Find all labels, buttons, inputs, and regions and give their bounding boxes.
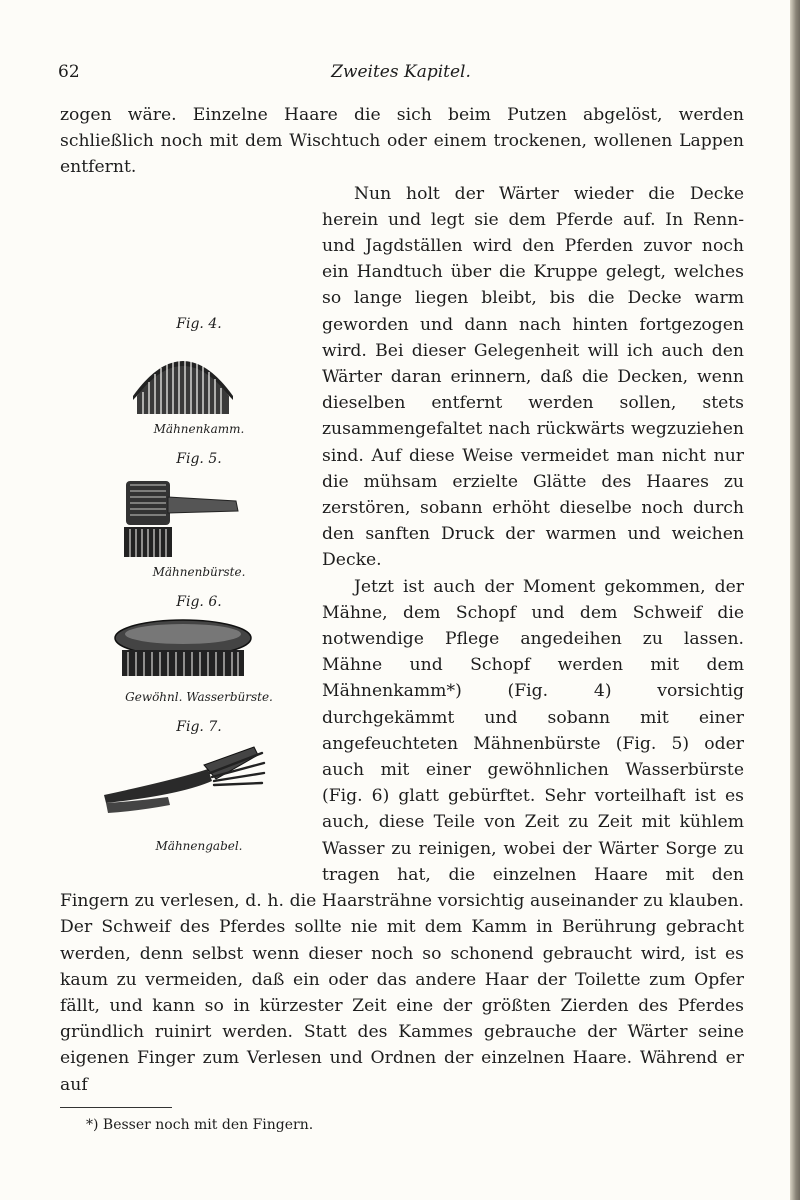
- figure-6-label: Fig. 6.: [176, 593, 222, 610]
- figure-4-caption: Mähnenkamm.: [153, 421, 245, 436]
- paragraph-1: zogen wäre. Einzelne Haare die sich beim Putzen abgelöst, werden schließlich noch mit dem Wischtuch oder einem trockenen, wollenen Lappen entfernt.: [60, 105, 744, 178]
- figure-7: [60, 718, 306, 855]
- page-edge-shadow: [790, 0, 800, 1200]
- paragraph-3: Jetzt ist auch der Moment gekommen, der Mähne, dem Schopf und dem Schweif die notwendige Pflege angedeihen zu lassen. Mähne und Schopf werden mit dem Mähnenkamm*) (Fig. 4) vorsichtig durchgekämmt und sobann mit einer angefeuchteten Mähnenbürste (Fig. 5) oder auch mit einer gewöhnlichen Wasserbürste (Fig. 6) glatt gebürftet. Sehr vorteilhaft ist es auch, diese Teile von Zeit zu Zeit mit kühlem Wasser zu reinigen, wobei der Wärter Sorge zu tragen hat, die einzelnen Haare mit den Fingern zu verlesen, d. h. die Haarsträhne vorsichtig auseinander zu klauben. Der Schweif des Pferdes sollte nie mit dem Kamm in Berührung gebracht werden, denn selbst wenn dieser noch so schonend gebraucht wird, ist es kaum zu vermeiden, daß ein oder das andere Haar der Toilette zum Opfer fällt, und kann so in kürzester Zeit eine der größten Zierden des Pferdes gründlich ruinirt werden. Statt des Kammes gebrauche der Wärter seine eigenen Finger zum Verlesen und Ordnen der einzelnen Haare. Während er auf: [60, 576, 744, 1095]
- figure-5-caption: Mähnenbürste.: [152, 564, 246, 579]
- mane-fork-illustration: [98, 739, 268, 835]
- figure-4: [60, 315, 306, 438]
- figure-6-caption: Gewöhnl. Wasserbürste.: [125, 689, 273, 704]
- page-number: 62: [58, 62, 80, 82]
- mane-comb-illustration: [123, 336, 243, 418]
- paragraph-2-text: Nun holt der Wärter wieder die Decke herein und legt sie dem Pferde auf. In Renn- und Jagdställen wird den Pferden zuvor noch ein Handtuch über die Kruppe gelegt, welches so lange liegen bleibt, bis die Decke warm geworden und dann nach hinten fortgezogen wird. Bei dieser Gelegenheit will ich auch den Wärter daran erinnern, daß die Decken, wenn dieselben entfernt werden sollen, stets zusammengefaltet nach rückwärts wegzuziehen sind. Auf diese Weise vermeidet man nicht nur die mühsam erzielte Glätte des Haares zu zerstören, sobann erhöht dieselbe noch durch den sanften Druck der warmen und weichen Decke.: [322, 183, 744, 571]
- figure-6: [60, 593, 306, 706]
- page-header: [58, 62, 744, 86]
- figure-4-label: Fig. 4.: [176, 315, 222, 332]
- figure-7-caption: Mähnengabel.: [155, 838, 243, 853]
- body-text: [60, 102, 744, 1098]
- running-title: Zweites Kapitel.: [331, 62, 471, 82]
- footnote-rule: [60, 1107, 172, 1108]
- figure-column: [60, 315, 306, 867]
- figure-5: [60, 450, 306, 581]
- figure-7-label: Fig. 7.: [176, 718, 222, 735]
- mane-brush-illustration: [118, 471, 248, 561]
- footnote: *) Besser noch mit den Fingern.: [86, 1117, 314, 1133]
- water-brush-illustration: [108, 614, 258, 686]
- figure-5-label: Fig. 5.: [176, 450, 222, 467]
